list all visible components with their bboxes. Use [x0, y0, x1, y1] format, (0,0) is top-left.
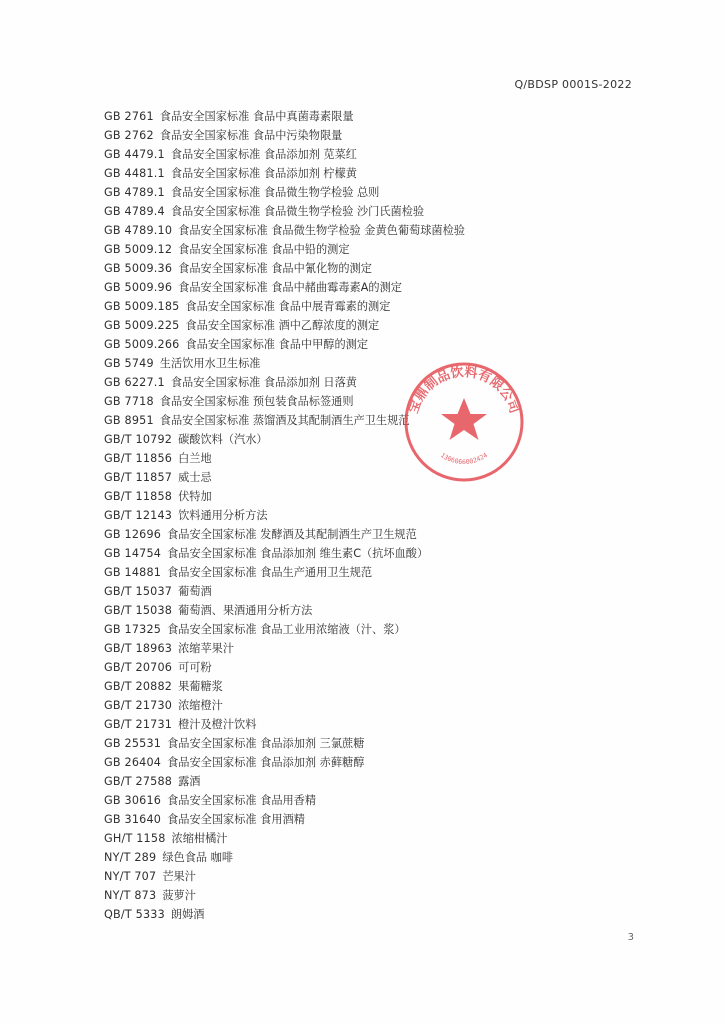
reference-item: [104, 487, 465, 506]
reference-code: GB 14754: [104, 547, 162, 560]
reference-item: [104, 791, 465, 810]
reference-code: GB 6227.1: [104, 376, 165, 389]
reference-item: [104, 164, 465, 183]
reference-item: [104, 886, 465, 905]
reference-title: 食品安全国家标准 食品用香精: [167, 794, 317, 807]
reference-title: 食品安全国家标准 食品工业用浓缩液（汁、浆）: [167, 623, 406, 636]
reference-code: QB/T 5333: [104, 908, 165, 921]
reference-title: 葡萄酒: [178, 585, 212, 598]
reference-title: 可可粉: [178, 661, 212, 674]
reference-code: GB 5009.12: [104, 243, 173, 256]
reference-code: GB 17325: [104, 623, 162, 636]
reference-code: GB 2761: [104, 110, 154, 123]
reference-title: 食品安全国家标准 酒中乙醇浓度的测定: [185, 319, 380, 332]
star-icon: [441, 398, 487, 440]
reference-code: GB 5009.225: [104, 319, 180, 332]
reference-title: 菠萝汁: [162, 889, 196, 902]
reference-code: GB 14881: [104, 566, 162, 579]
reference-code: GB 7718: [104, 395, 154, 408]
reference-title: 果葡糖浆: [178, 680, 223, 693]
reference-title: 绿色食品 咖啡: [162, 851, 234, 864]
reference-item: [104, 297, 465, 316]
reference-code: GB/T 27588: [104, 775, 173, 788]
reference-code: GB/T 15037: [104, 585, 173, 598]
reference-title: 橙汁及橙汁饮料: [178, 718, 257, 731]
reference-title: 生活饮用水卫生标准: [159, 357, 261, 370]
reference-code: GB/T 21731: [104, 718, 173, 731]
reference-item: [104, 183, 465, 202]
reference-title: 葡萄酒、果酒通用分析方法: [178, 604, 313, 617]
reference-code: GB 5009.266: [104, 338, 180, 351]
reference-code: GB/T 20706: [104, 661, 173, 674]
reference-code: GB 5009.96: [104, 281, 173, 294]
reference-code: GB 31640: [104, 813, 162, 826]
document-code: Q/BDSP 0001S-2022: [514, 78, 632, 91]
reference-item: [104, 601, 465, 620]
reference-code: GB/T 11857: [104, 471, 173, 484]
reference-code: NY/T 873: [104, 889, 157, 902]
reference-code: GB 4789.1: [104, 186, 165, 199]
reference-code: GB 4789.10: [104, 224, 173, 237]
reference-code: GB 5009.185: [104, 300, 180, 313]
reference-item: [104, 620, 465, 639]
page-number: 3: [627, 932, 634, 943]
reference-title: 食品安全国家标准 食品添加剂 赤藓糖醇: [167, 756, 365, 769]
reference-title: 碳酸饮料（汽水）: [178, 433, 268, 446]
reference-item: [104, 677, 465, 696]
reference-item: [104, 525, 465, 544]
reference-item: [104, 734, 465, 753]
reference-code: GH/T 1158: [104, 832, 166, 845]
reference-code: GB/T 11856: [104, 452, 173, 465]
seal-ring-text: 宝鼎制品饮料有限公司: [406, 364, 522, 416]
reference-item: [104, 221, 465, 240]
reference-code: GB/T 15038: [104, 604, 173, 617]
reference-code: NY/T 707: [104, 870, 157, 883]
reference-item: [104, 715, 465, 734]
reference-title: 威士忌: [178, 471, 212, 484]
reference-code: NY/T 289: [104, 851, 157, 864]
reference-item: [104, 259, 465, 278]
reference-title: 食品安全国家标准 食品中铅的测定: [178, 243, 350, 256]
reference-title: 食品安全国家标准 食品微生物学检验 金黄色葡萄球菌检验: [178, 224, 465, 237]
reference-item: [104, 506, 465, 525]
reference-title: 露酒: [178, 775, 201, 788]
reference-code: GB/T 12143: [104, 509, 173, 522]
reference-title: 伏特加: [178, 490, 212, 503]
reference-item: [104, 126, 465, 145]
reference-item: [104, 772, 465, 791]
reference-code: GB 4481.1: [104, 167, 165, 180]
reference-item: [104, 335, 465, 354]
reference-item: [104, 316, 465, 335]
reference-title: 食品安全国家标准 发酵酒及其配制酒生产卫生规范: [167, 528, 417, 541]
reference-title: 浓缩苹果汁: [178, 642, 235, 655]
reference-item: [104, 582, 465, 601]
reference-title: 食品安全国家标准 食品微生物学检验 总则: [170, 186, 380, 199]
reference-title: 食品安全国家标准 食品中展青霉素的测定: [185, 300, 391, 313]
reference-code: GB/T 11858: [104, 490, 173, 503]
reference-item: [104, 829, 465, 848]
reference-title: 浓缩柑橘汁: [171, 832, 228, 845]
reference-code: GB 5749: [104, 357, 154, 370]
reference-title: 食品安全国家标准 预包装食品标签通则: [159, 395, 354, 408]
reference-item: [104, 107, 465, 126]
reference-item: [104, 563, 465, 582]
reference-code: GB 5009.36: [104, 262, 173, 275]
reference-item: [104, 905, 465, 924]
reference-list: [104, 107, 465, 924]
reference-item: [104, 240, 465, 259]
reference-item: [104, 278, 465, 297]
reference-item: [104, 810, 465, 829]
reference-code: GB 12696: [104, 528, 162, 541]
reference-title: 食品安全国家标准 食品生产通用卫生规范: [167, 566, 373, 579]
reference-item: [104, 145, 465, 164]
reference-code: GB 25531: [104, 737, 162, 750]
reference-code: GB/T 20882: [104, 680, 173, 693]
reference-item: [104, 848, 465, 867]
reference-title: 食品安全国家标准 食品中污染物限量: [159, 129, 343, 142]
reference-item: [104, 202, 465, 221]
reference-code: GB 8951: [104, 414, 154, 427]
reference-title: 食品安全国家标准 食品添加剂 维生素C（抗坏血酸）: [167, 547, 429, 560]
reference-title: 食品安全国家标准 食品中甲醇的测定: [185, 338, 369, 351]
reference-code: GB 30616: [104, 794, 162, 807]
reference-title: 饮料通用分析方法: [178, 509, 268, 522]
reference-title: 食品安全国家标准 食品中氰化物的测定: [178, 262, 372, 275]
reference-code: GB 4789.4: [104, 205, 165, 218]
reference-title: 白兰地: [178, 452, 212, 465]
reference-code: GB/T 18963: [104, 642, 173, 655]
reference-item: [104, 867, 465, 886]
reference-title: 食品安全国家标准 食品中真菌毒素限量: [159, 110, 354, 123]
reference-item: [104, 658, 465, 677]
reference-code: GB/T 10792: [104, 433, 173, 446]
reference-code: GB 26404: [104, 756, 162, 769]
reference-item: [104, 753, 465, 772]
reference-item: [104, 544, 465, 563]
reference-title: 食品安全国家标准 蒸馏酒及其配制酒生产卫生规范: [159, 414, 410, 427]
company-seal: [402, 360, 526, 484]
reference-title: 食品安全国家标准 食品中赭曲霉毒素A的测定: [178, 281, 402, 294]
reference-code: GB 4479.1: [104, 148, 165, 161]
reference-title: 食品安全国家标准 食用酒精: [167, 813, 305, 826]
reference-code: GB/T 21730: [104, 699, 173, 712]
reference-title: 食品安全国家标准 食品添加剂 三氯蔗糖: [167, 737, 365, 750]
reference-item: [104, 639, 465, 658]
reference-item: [104, 696, 465, 715]
reference-code: GB 2762: [104, 129, 154, 142]
reference-title: 食品安全国家标准 食品添加剂 柠檬黄: [170, 167, 357, 180]
reference-title: 食品安全国家标准 食品添加剂 日落黄: [170, 376, 357, 389]
seal-number: 1306066002424: [438, 451, 490, 466]
reference-title: 芒果汁: [162, 870, 196, 883]
reference-title: 食品安全国家标准 食品微生物学检验 沙门氏菌检验: [170, 205, 425, 218]
reference-title: 浓缩橙汁: [178, 699, 223, 712]
reference-title: 朗姆酒: [170, 908, 205, 921]
reference-title: 食品安全国家标准 食品添加剂 苋菜红: [170, 148, 357, 161]
